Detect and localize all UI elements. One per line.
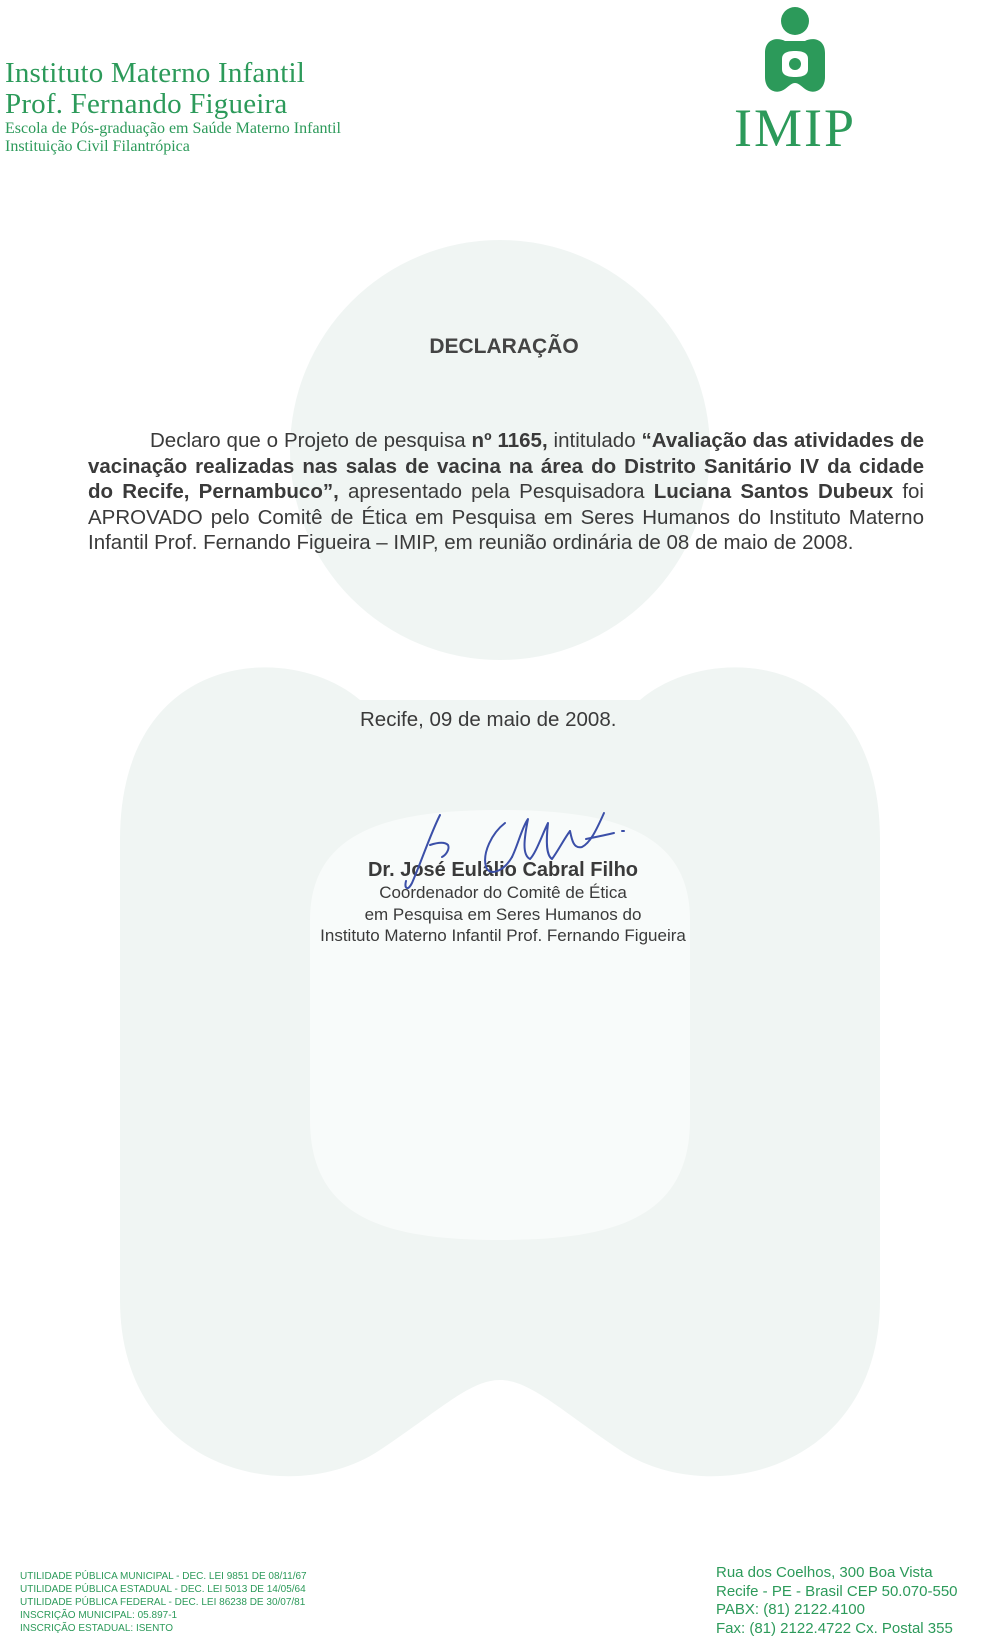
institute-header <box>5 58 341 156</box>
footer-legal-info <box>20 1570 307 1635</box>
footer-legal-line: UTILIDADE PÚBLICA ESTADUAL - DEC. LEI 5013 DE 14/05/64 <box>20 1584 306 1595</box>
footer-phone: PABX: (81) 2122.4100 <box>716 1601 865 1618</box>
place-date: Recife, 09 de maio de 2008. <box>360 708 617 731</box>
imip-logo <box>705 5 885 156</box>
footer-address-line: Recife - PE - Brasil CEP 50.070-550 <box>716 1582 958 1600</box>
handwritten-signature <box>400 805 640 895</box>
declaration-paragraph <box>88 428 924 556</box>
institute-name-line1: Instituto Materno Infantil <box>5 57 305 89</box>
logo-wordmark: IMIP <box>733 98 856 158</box>
footer-address-line: Rua dos Coelhos, 300 Boa Vista <box>716 1564 933 1581</box>
paragraph-text-3: apresentado pela Pesquisadora <box>338 480 654 503</box>
signatory-role-line1: Coordenador do Comitê de Ética <box>379 883 627 902</box>
signatory-role-line2: em Pesquisa em Seres Humanos do <box>364 904 642 924</box>
paragraph-text-2: intitulado <box>547 429 642 452</box>
project-title: “Avaliação das atividades de vacinação realizadas nas salas de vacina na área do Distrito Sanitário IV da cidade do Recife, Pernambuco”, <box>88 429 924 503</box>
paragraph-text-1: Declaro que o Projeto de pesquisa <box>150 429 472 452</box>
footer-fax: Fax: (81) 2122.4722 Cx. Postal 355 <box>716 1619 953 1637</box>
imip-mother-child-icon <box>755 5 835 97</box>
footer-address <box>716 1564 958 1638</box>
project-number: nº 1165, <box>471 429 548 452</box>
paragraph-text-4: foi APROVADO pelo Comitê de Ética em Pesquisa em Seres Humanos do Instituto Materno Infantil Prof. Fernando Figueira – IMIP, em reunião ordinária de 08 de maio de 2008. <box>88 480 924 554</box>
researcher-name: Luciana Santos Dubeux <box>653 480 894 503</box>
footer-legal-line: INSCRIÇÃO MUNICIPAL: 05.897-1 <box>20 1610 178 1621</box>
footer-legal-line: UTILIDADE PÚBLICA FEDERAL - DEC. LEI 86238 DE 30/07/81 <box>20 1597 306 1608</box>
institute-type-line: Instituição Civil Filantrópica <box>5 138 190 155</box>
signatory-role-line3: Instituto Materno Infantil Prof. Fernando Figueira <box>320 926 686 945</box>
institute-school-line: Escola de Pós-graduação em Saúde Materno Infantil <box>5 120 341 137</box>
signatory-name: Dr. José Eulálio Cabral Filho <box>367 859 639 881</box>
footer-legal-line: UTILIDADE PÚBLICA MUNICIPAL - DEC. LEI 9851 DE 08/11/67 <box>20 1571 307 1582</box>
document-title: DECLARAÇÃO <box>429 335 579 358</box>
footer-legal-line: INSCRIÇÃO ESTADUAL: ISENTO <box>20 1623 173 1634</box>
institute-name-line2: Prof. Fernando Figueira <box>5 88 288 120</box>
